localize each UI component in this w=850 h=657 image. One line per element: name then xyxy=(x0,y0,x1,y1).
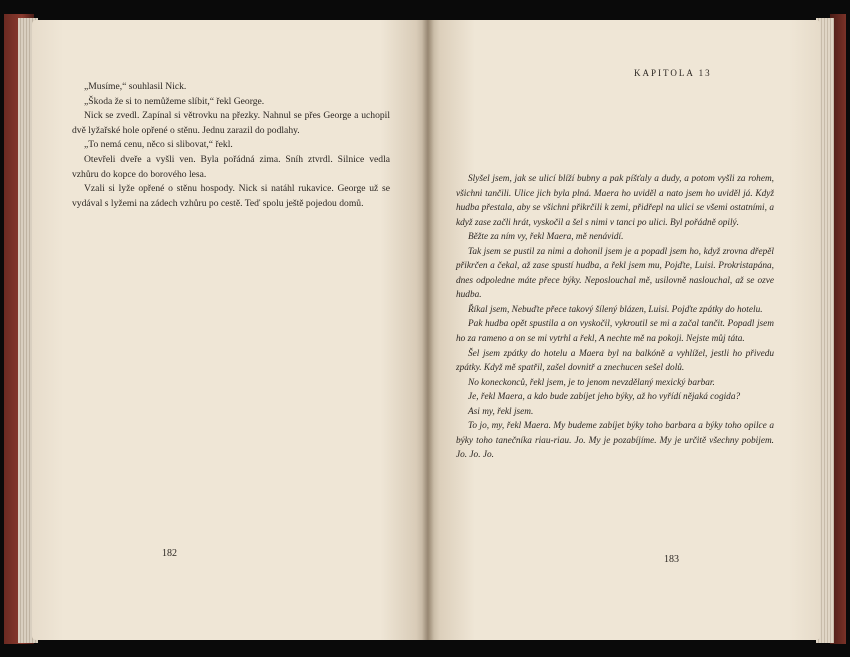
paragraph: Otevřeli dveře a vyšli ven. Byla pořádná zima. Sníh ztvrdl. Silnice vedla vzhůru do kopce do borového lesa. xyxy=(72,153,390,180)
page-number-left: 182 xyxy=(162,548,177,559)
paragraph: No koneckonců, řekl jsem, je to jenom nevzdělaný mexický barbar. xyxy=(468,377,715,388)
paragraph: To jo, my, řekl Maera. My budeme zabíjet býky toho barbara a býky toho opilce a býky toho tanečníka riau-riau. Jo. My je pozabíjíme. My je určitě všechny pobijem. Jo. Jo. Jo. xyxy=(456,421,774,461)
paragraph: Nick se zvedl. Zapínal si větrovku na přezky. Nahnul se přes George a uchopil dvě lyžařské hole opřené o stěnu. Jednu zarazil do podlahy. xyxy=(72,110,390,136)
paragraph: „Musíme,“ souhlasil Nick. xyxy=(84,81,187,92)
paragraph: „Škoda že si to nemůžeme slíbit,“ řekl George. xyxy=(84,95,265,107)
chapter-heading: KAPITOLA 13 xyxy=(634,68,712,78)
page-number-right: 183 xyxy=(664,554,679,565)
paragraph: Říkal jsem, Nebuďte přece takový šílený blázen, Luisi. Pojďte zpátky do hotelu. xyxy=(468,304,763,315)
right-page-text xyxy=(456,172,774,463)
paragraph: Je, řekl Maera, a kdo bude zabíjet jeho býky, až ho vyřídí nějaká cogida? xyxy=(468,392,741,403)
paragraph: Asi my, řekl jsem. xyxy=(468,406,534,417)
paragraph: Slyšel jsem, jak se ulicí blíží bubny a pak píšťaly a dudy, a potom vyšli za rohem, všichni tančili. Ulice jich byla plná. Maera ho uviděl a nato jsem ho uviděl já. Když hudba přestala, aby se všichni přikrčili k zemi, přidřepl na ulici se všemi ostatními, a když zase začli hrát, vyskočil a šel s nimi v tanci po ulici. Byl pořádně opilý. xyxy=(456,174,774,228)
paragraph: Vzali si lyže opřené o stěnu hospody. Nick si natáhl rukavice. George už se vydával s lyžemi na zádech vzhůru po cestě. Teď spolu ještě pojedou domů. xyxy=(72,183,390,209)
paragraph: Šel jsem zpátky do hotelu a Maera byl na balkóně a vyhlížel, jestli ho přivedu zpátky. Když mě spatřil, zašel dovnitř a znechucen sešel dolů. xyxy=(456,348,774,374)
book-gutter xyxy=(422,20,434,640)
paragraph: „To nemá cenu, něco si slibovat,“ řekl. xyxy=(84,139,233,151)
paragraph: Běžte za ním vy, řekl Maera, mě nenávidí. xyxy=(468,232,624,243)
left-page-text xyxy=(72,80,390,211)
paragraph: Pak hudba opět spustila a on vyskočil, vykroutil se mi a začal tančit. Popadl jsem ho za rameno a on se mi vytrhl a řekl, A nechte mě na pokoji. Nejste můj táta. xyxy=(456,319,774,345)
paragraph: Tak jsem se pustil za nimi a dohonil jsem je a popadl jsem ho, když zrovna dřepěl přikrčen a čekal, až zase spustí hudba, a řekl jsem mu, Pojďte, Luisi. Prokristapána, dnes odpoledne máte přece býky. Neposlouchal mě, usilovně naslouchal, až se ozve hudba. xyxy=(456,246,774,301)
